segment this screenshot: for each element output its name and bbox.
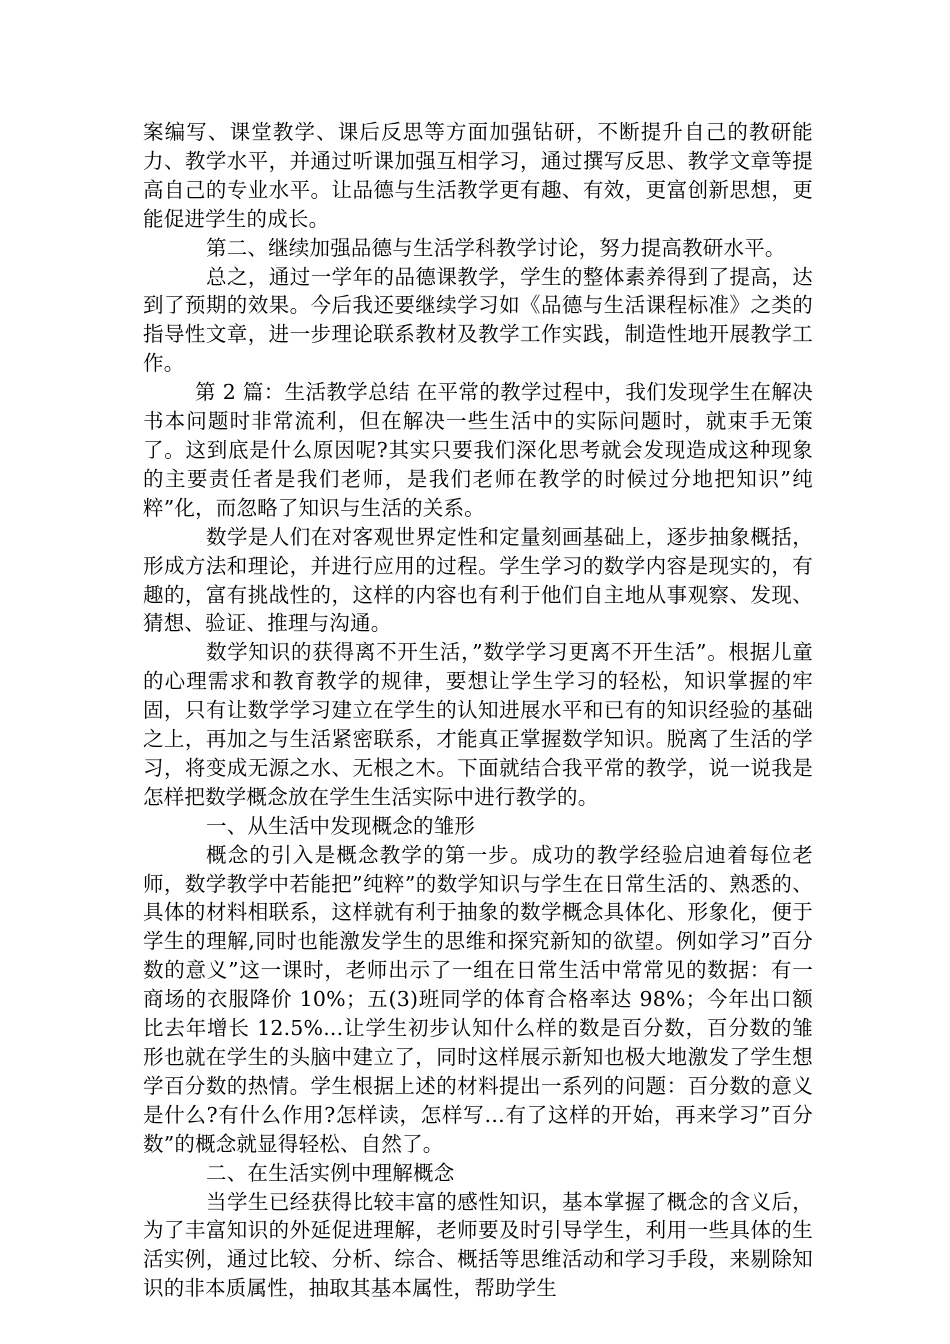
paragraph-article-2-intro: 第 2 篇：生活教学总结 在平常的教学过程中，我们发现学生在解决书本问题时非常流利，但在解决一些生活中的实际问题时，就束手无策了。这到底是什么原因呢?其实只要我们深化思考就会发现造成这种现象的主要责任者是我们老师，是我们老师在教学的时候过分地把知识”纯粹”化，而忽略了知识与生活的关系。 <box>143 380 813 520</box>
document-page <box>143 118 813 1303</box>
paragraph-math-and-life: 数学知识的获得离不开生活，”数学学习更离不开生活”。根据儿童的心理需求和教育教学的规律，要想让学生学习的轻松，知识掌握的牢固，只有让数学学习建立在学生的认知进展水平和已有的知识经验的基础之上，再加之与生活紧密联系，才能真正掌握数学知识。脱离了生活的学习，将变成无源之水、无根之木。下面就结合我平常的教学，说一说我是怎样把数学概念放在学生生活实际中进行教学的。 <box>143 640 813 809</box>
section-heading-1: 一、从生活中发现概念的雏形 <box>206 813 476 838</box>
paragraph-summary: 总之，通过一学年的品德课教学，学生的整体素养得到了提高，达到了预期的效果。今后我还要继续学习如《品德与生活课程标准》之类的指导性文章，进一步理论联系教材及教学工作实践，制造性地开展教学工作。 <box>143 264 813 376</box>
paragraph-concept-introduction: 概念的引入是概念教学的第一步。成功的教学经验启迪着每位老师，数学教学中若能把”纯粹”的数学知识与学生在日常生活的、熟悉的、具体的材料相联系，这样就有利于抽象的数学概念具体化、形象化，便于学生的理解,同时也能激发学生的思维和探究新知的欲望。例如学习”百分数的意义”这一课时，老师出示了一组在日常生活中常常见的数据：有一商场的衣服降价 10%；五(3)班同学的体育合格率达 98%；今年出口额比去年增长 12.5%...让学生初步认知什么样的数是百分数，百分数的雏形也就在学生的头脑中建立了，同时这样展示新知也极大地激发了学生想学百分数的热情。学生根据上述的材料提出一系列的问题：百分数的意义是什么?有什么作用?怎样读，怎样写…有了这样的开始，再来学习”百分数”的概念就显得轻松、自然了。 <box>143 842 813 1156</box>
paragraph-concept-understanding: 当学生已经获得比较丰富的感性知识，基本掌握了概念的含义后，为了丰富知识的外延促进理解，老师要及时引导学生，利用一些具体的生活实例，通过比较、分析、综合、概括等思维活动和学习手段，来剔除知识的非本质属性，抽取其基本属性，帮助学生 <box>143 1189 813 1301</box>
paragraph-second-point: 第二、继续加强品德与生活学科教学讨论，努力提高教研水平。 <box>206 235 786 260</box>
paragraph-math-definition: 数学是人们在对客观世界定性和定量刻画基础上，逐步抽象概括，形成方法和理论，并进行应用的过程。学生学习的数学内容是现实的，有趣的，富有挑战性的，这样的内容也有利于他们自主地从事观察、发现、猜想、验证、推理与沟通。 <box>143 524 813 636</box>
paragraph-continuation: 案编写、课堂教学、课后反思等方面加强钻研，不断提升自己的教研能力、教学水平，并通过听课加强互相学习，通过撰写反思、教学文章等提高自己的专业水平。让品德与生活教学更有趣、有效，更富创新思想，更能促进学生的成长。 <box>143 120 813 231</box>
section-heading-2: 二、在生活实例中理解概念 <box>206 1160 455 1185</box>
